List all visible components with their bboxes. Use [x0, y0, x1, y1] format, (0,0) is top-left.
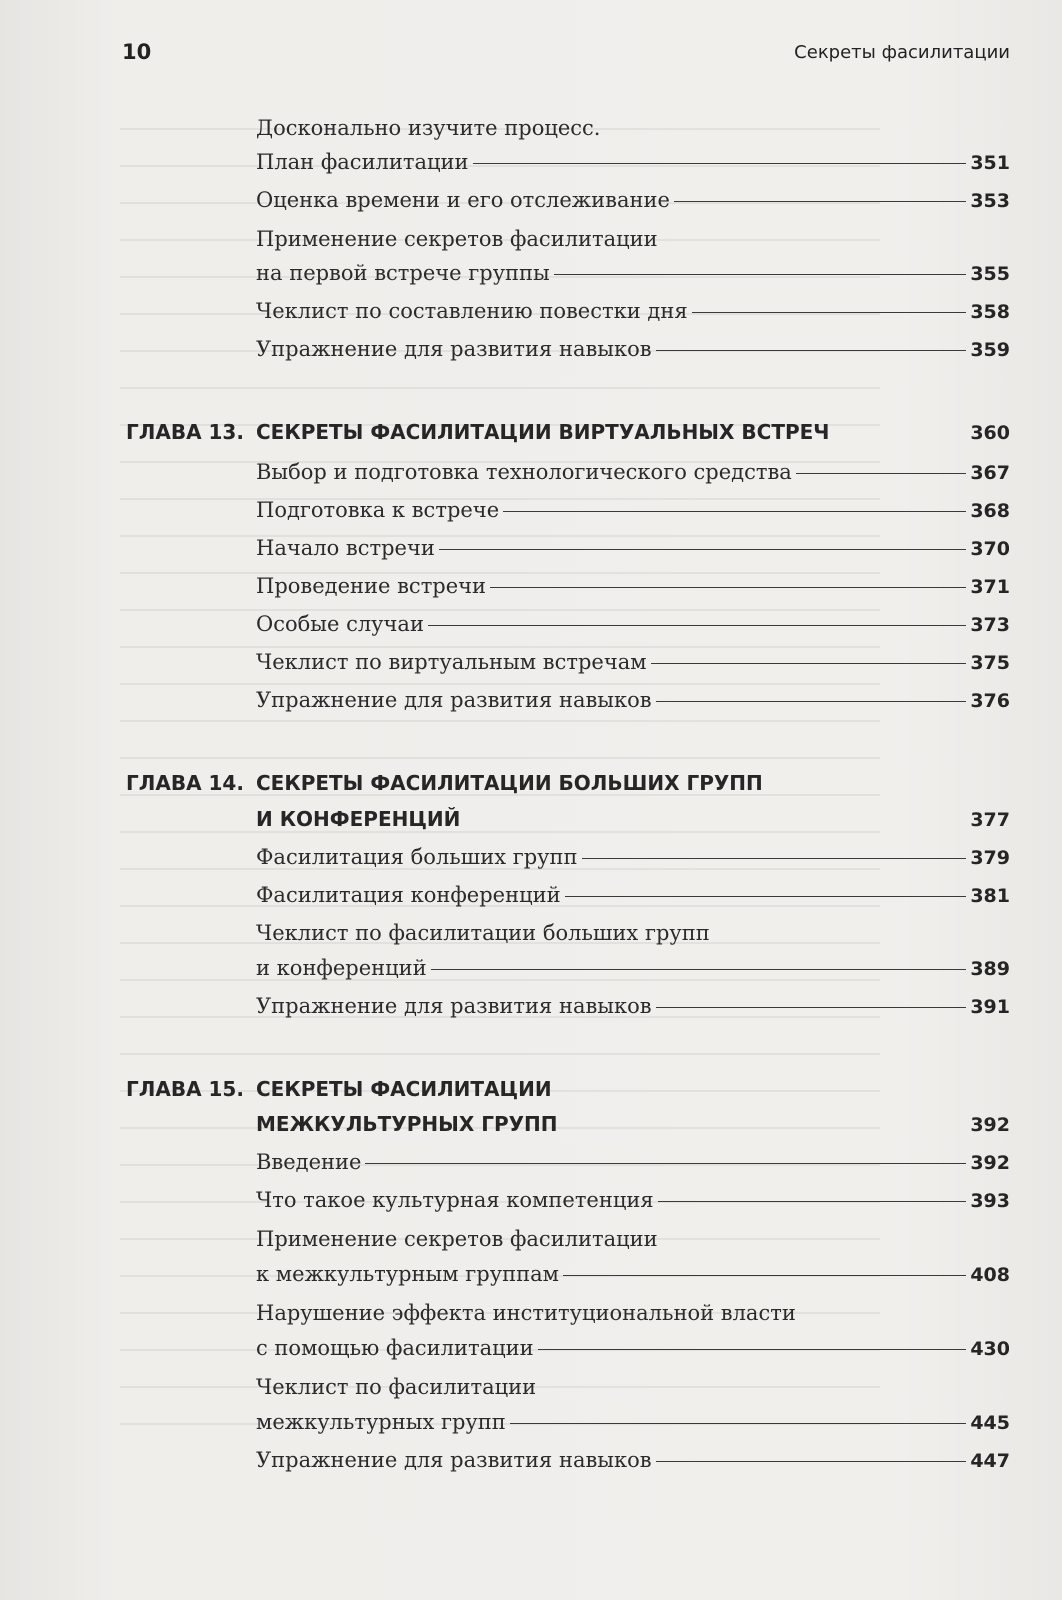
toc-page-number: 392 [970, 1114, 1010, 1136]
toc-entry-label: Начало встречи [256, 536, 435, 560]
dot-leader [796, 473, 967, 474]
toc-page-number: 375 [970, 652, 1010, 674]
toc-entry [256, 493, 1010, 527]
toc-entry [256, 951, 1010, 985]
toc-entry-label: Применение секретов фасилитации [256, 1227, 658, 1251]
chapter-title: МЕЖКУЛЬТУРНЫХ ГРУПП [256, 1112, 558, 1136]
chapter-title: СЕКРЕТЫ ФАСИЛИТАЦИИ ВИРТУАЛЬНЫХ ВСТРЕЧ [256, 420, 830, 444]
chapter-heading [126, 1071, 1010, 1107]
dot-leader [538, 1349, 967, 1350]
dot-leader [473, 163, 967, 164]
dot-leader [563, 1275, 966, 1276]
toc-entry [256, 840, 1010, 874]
toc-page-number: 376 [970, 690, 1010, 712]
toc-entry [256, 683, 1010, 717]
toc-entry-line [256, 222, 1010, 256]
toc-entry [256, 1443, 1010, 1477]
toc-page-number: 391 [970, 996, 1010, 1018]
dot-leader [651, 663, 967, 664]
toc-entry [256, 1257, 1010, 1291]
toc-page-number: 371 [970, 576, 1010, 598]
toc-entry [256, 1145, 1010, 1179]
toc-entry-label: на первой встрече группы [256, 261, 550, 285]
toc-entry-label: Введение [256, 1150, 362, 1174]
toc-entry [256, 145, 1010, 179]
chapter-number: ГЛАВА 14. [126, 771, 244, 795]
toc-entry-label: Что такое культурная компетенция [256, 1188, 654, 1212]
toc-entry-label: к межкультурным группам [256, 1262, 559, 1286]
toc-page-number: 373 [970, 614, 1010, 636]
toc-entry [256, 1331, 1010, 1365]
toc-entry-label: Особые случаи [256, 612, 424, 636]
chapter-number: ГЛАВА 13. [126, 420, 244, 444]
toc-entry-label: Фасилитация конференций [256, 883, 561, 907]
toc-entry-label: Упражнение для развития навыков [256, 688, 652, 712]
toc-page-number: 355 [970, 263, 1010, 285]
toc-entry [256, 569, 1010, 603]
dot-leader [656, 701, 967, 702]
dot-leader [582, 858, 967, 859]
toc-entry-label: Упражнение для развития навыков [256, 1448, 652, 1472]
toc-entry [256, 607, 1010, 641]
toc-entry-label: Чеклист по фасилитации больших групп [256, 921, 710, 945]
dot-leader [490, 587, 966, 588]
chapter-title: СЕКРЕТЫ ФАСИЛИТАЦИИ БОЛЬШИХ ГРУПП [256, 771, 763, 795]
chapter-heading-cont [256, 801, 1010, 837]
toc-page-number: 367 [970, 462, 1010, 484]
toc-entry-line [256, 1370, 1010, 1404]
dot-leader [365, 1163, 966, 1164]
toc-page-number: 408 [970, 1264, 1010, 1286]
toc-page-number: 445 [970, 1412, 1010, 1434]
toc-entry-label: Чеклист по составлению повестки дня [256, 299, 688, 323]
toc-page-number: 377 [970, 809, 1010, 831]
dot-leader [439, 549, 966, 550]
chapter-heading [126, 414, 1010, 450]
toc-entry-label: межкультурных групп [256, 1410, 506, 1434]
toc-entry-label: Досконально изучите процесс. [256, 116, 601, 140]
toc-page-number: 393 [970, 1190, 1010, 1212]
toc-entry [256, 294, 1010, 328]
toc-entry-label: Упражнение для развития навыков [256, 994, 652, 1018]
toc-page-number: 370 [970, 538, 1010, 560]
toc-entry-line [256, 916, 1010, 950]
dot-leader [658, 1201, 967, 1202]
toc-page-number: 351 [970, 152, 1010, 174]
toc-entry-label: Применение секретов фасилитации [256, 227, 658, 251]
toc-entry [256, 111, 1010, 145]
dot-leader [656, 350, 967, 351]
page-number: 10 [122, 40, 152, 64]
toc-entry [256, 183, 1010, 217]
toc-page-number: 368 [970, 500, 1010, 522]
toc-entry [256, 878, 1010, 912]
toc-entry-label: Упражнение для развития навыков [256, 337, 652, 361]
toc-entry-label: Проведение встречи [256, 574, 487, 598]
toc-page-number: 381 [970, 885, 1010, 907]
toc-page-number: 359 [970, 339, 1010, 361]
toc-page-number: 389 [970, 958, 1010, 980]
dot-leader [554, 274, 967, 275]
toc-entry [256, 1183, 1010, 1217]
page-header [122, 40, 1010, 72]
toc-entry-label: Фасилитация больших групп [256, 845, 578, 869]
dot-leader [428, 625, 966, 626]
toc-page-number: 379 [970, 847, 1010, 869]
toc-entry-label: Чеклист по фасилитации [256, 1375, 537, 1399]
toc-page-number: 360 [970, 422, 1010, 444]
toc-entry [256, 989, 1010, 1023]
toc-page-number: 358 [970, 301, 1010, 323]
toc-entry [256, 1405, 1010, 1439]
chapter-title: И КОНФЕРЕНЦИЙ [256, 807, 461, 831]
dot-leader [431, 969, 967, 970]
chapter-title: СЕКРЕТЫ ФАСИЛИТАЦИИ [256, 1077, 552, 1101]
dot-leader [565, 896, 967, 897]
toc-entry-line [256, 1296, 1010, 1330]
toc-entry-label: Чеклист по виртуальным встречам [256, 650, 647, 674]
chapter-number: ГЛАВА 15. [126, 1077, 244, 1101]
toc-entry-label: Нарушение эффекта институциональной власти [256, 1301, 796, 1325]
toc-entry-label: Выбор и подготовка технологического средства [256, 460, 792, 484]
toc-page-number: 392 [970, 1152, 1010, 1174]
chapter-heading-cont [256, 1106, 1010, 1142]
toc-entry-line [256, 1222, 1010, 1256]
dot-leader [692, 312, 967, 313]
running-title: Секреты фасилитации [794, 42, 1010, 63]
toc-entry [256, 455, 1010, 489]
toc-page-number: 430 [970, 1338, 1010, 1360]
dot-leader [503, 511, 966, 512]
toc-entry-label: Оценка времени и его отслеживание [256, 188, 670, 212]
toc-page-number: 447 [970, 1450, 1010, 1472]
toc-entry-label: и конференций [256, 956, 427, 980]
toc-entry [256, 332, 1010, 366]
dot-leader [510, 1423, 967, 1424]
toc-entry [256, 531, 1010, 565]
dot-leader [674, 201, 966, 202]
toc-entry [256, 645, 1010, 679]
toc-page-number: 353 [970, 190, 1010, 212]
dot-leader [656, 1007, 967, 1008]
toc-entry-label: План фасилитации [256, 150, 469, 174]
toc-entry-label: Подготовка к встрече [256, 498, 500, 522]
toc-entry-label: с помощью фасилитации [256, 1336, 534, 1360]
dot-leader [656, 1461, 967, 1462]
chapter-heading [126, 765, 1010, 801]
toc-entry [256, 256, 1010, 290]
